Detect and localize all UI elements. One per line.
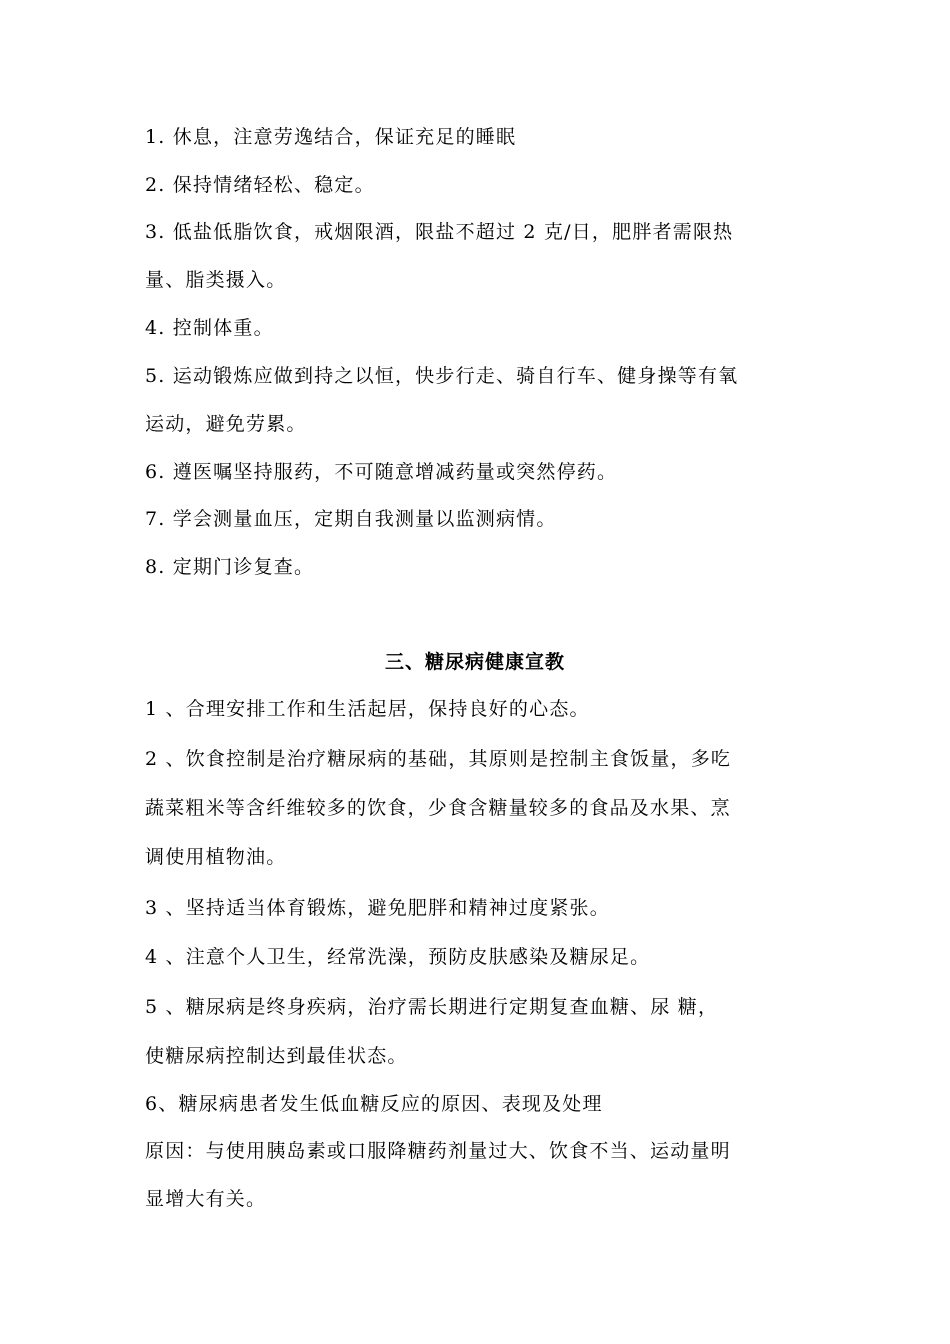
diabetes-item-1: 1 、合理安排工作和生活起居，保持良好的心态。 <box>145 698 590 720</box>
diabetes-item-4: 4 、注意个人卫生，经常洗澡，预防皮肤感染及糖尿足。 <box>145 946 651 968</box>
diabetes-item-5-cont: 使糖尿病控制达到最佳状态。 <box>145 1045 408 1067</box>
hypertension-item-5: 5. 运动锻炼应做到持之以恒，快步行走、骑自行车、健身操等有氧 <box>145 365 739 387</box>
hypertension-item-8: 8. 定期门诊复查。 <box>145 556 315 578</box>
diabetes-item-6-cause: 原因：与使用胰岛素或口服降糖药剂量过大、饮食不当、运动量明 <box>145 1140 731 1162</box>
diabetes-item-2-cont-1: 蔬菜粗米等含纤维较多的饮食，少食含糖量较多的食品及水果、烹 <box>145 797 731 819</box>
diabetes-item-2-cont-2: 调使用植物油。 <box>145 846 287 868</box>
diabetes-item-3: 3 、坚持适当体育锻炼，避免肥胖和精神过度紧张。 <box>145 897 610 919</box>
diabetes-item-6: 6、糖尿病患者发生低血糖反应的原因、表现及处理 <box>145 1093 603 1115</box>
hypertension-item-4: 4. 控制体重。 <box>145 317 274 339</box>
section-title: 三、糖尿病健康宣教 <box>384 651 565 673</box>
hypertension-item-2: 2. 保持情绪轻松、稳定。 <box>145 174 375 196</box>
hypertension-item-6: 6. 遵医嘱坚持服药，不可随意增减药量或突然停药。 <box>145 461 618 483</box>
hypertension-item-3: 3. 低盐低脂饮食，戒烟限酒，限盐不超过 2 克/日，肥胖者需限热 <box>145 221 734 243</box>
diabetes-item-2: 2 、饮食控制是治疗糖尿病的基础，其原则是控制主食饭量，多吃 <box>145 748 732 770</box>
diabetes-item-5: 5 、糖尿病是终身疾病，治疗需长期进行定期复查血糖、尿 糖， <box>145 996 719 1018</box>
hypertension-item-1: 1. 休息，注意劳逸结合，保证充足的睡眠 <box>145 126 517 148</box>
hypertension-item-3-cont: 量、脂类摄入。 <box>145 269 287 291</box>
hypertension-item-7: 7. 学会测量血压，定期自我测量以监测病情。 <box>145 508 557 530</box>
hypertension-item-5-cont: 运动，避免劳累。 <box>145 413 307 435</box>
diabetes-item-6-cause-cont: 显增大有关。 <box>145 1188 267 1210</box>
